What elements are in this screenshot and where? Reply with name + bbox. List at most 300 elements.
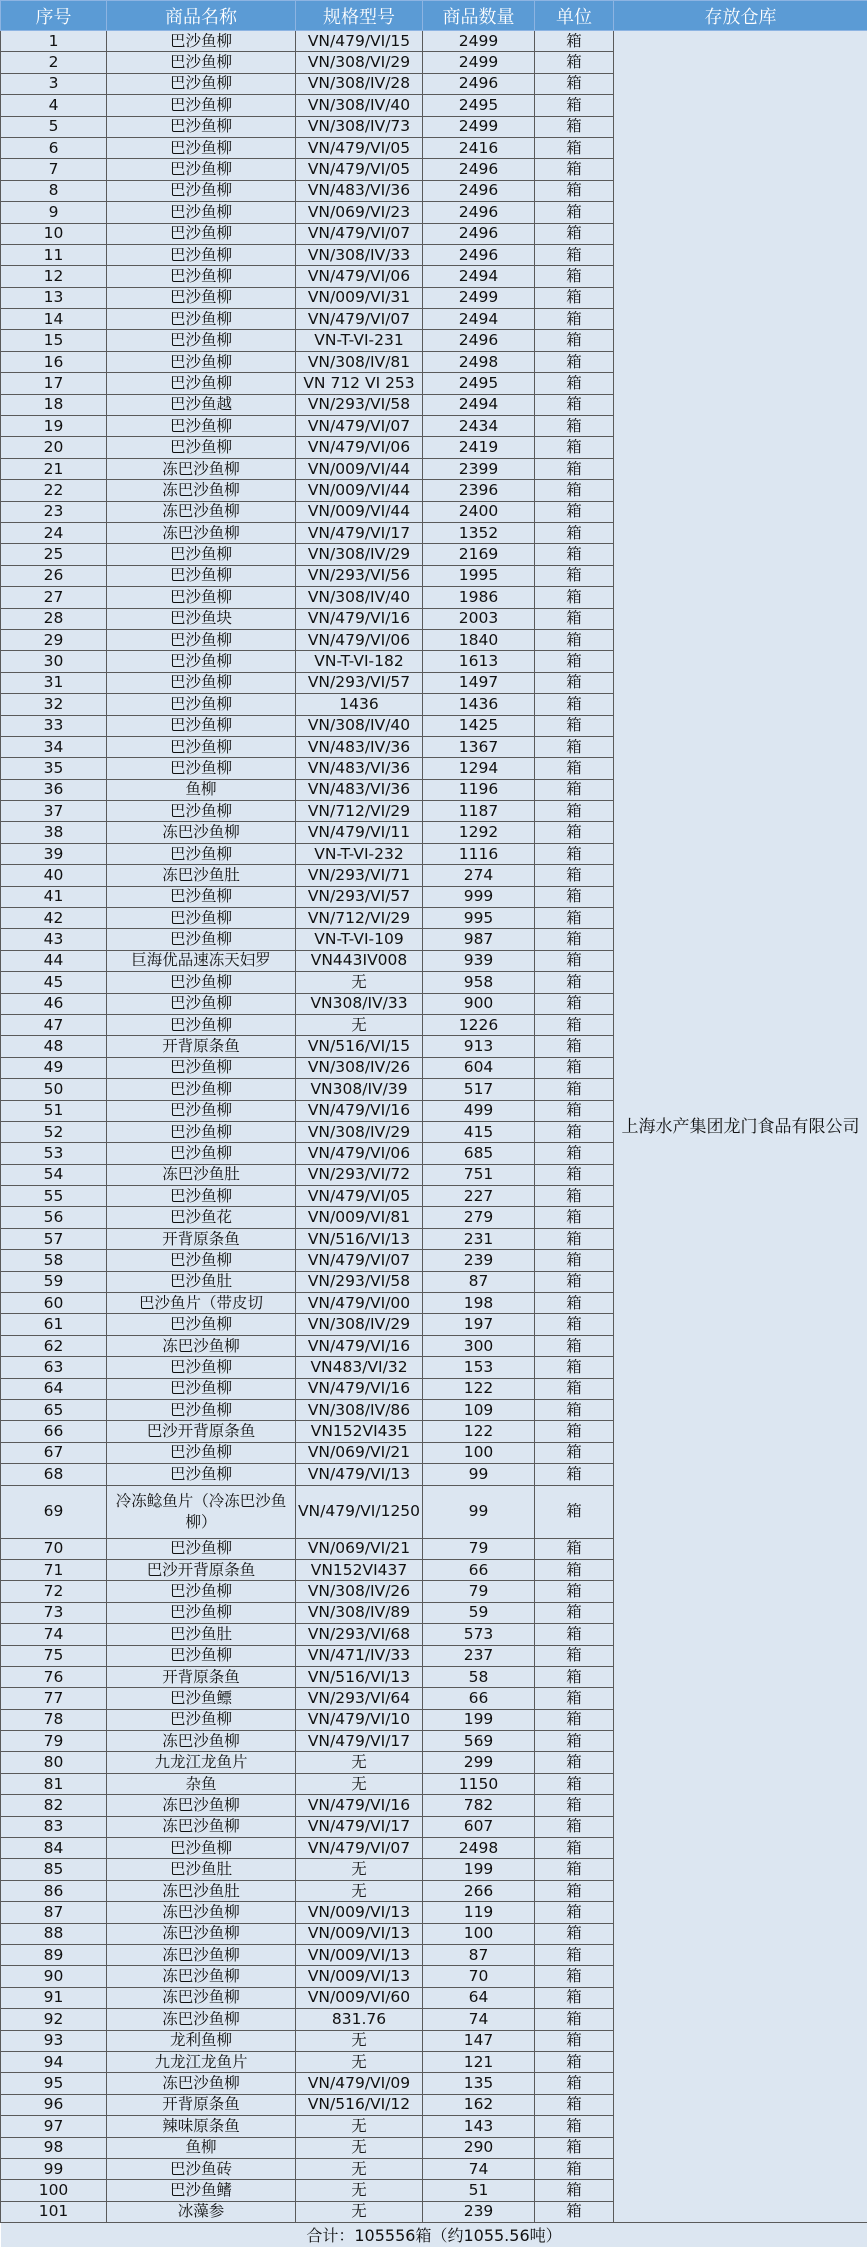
cell-unit[interactable]: 箱 xyxy=(535,1773,614,1794)
cell-row-index[interactable]: 23 xyxy=(1,501,107,522)
cell-row-index[interactable]: 15 xyxy=(1,330,107,351)
cell-spec-model[interactable]: 无 xyxy=(296,2180,423,2201)
cell-product-name[interactable]: 巴沙鱼柳 xyxy=(107,908,296,929)
cell-quantity[interactable]: 939 xyxy=(423,950,535,971)
cell-unit[interactable]: 箱 xyxy=(535,1709,614,1730)
cell-product-name[interactable]: 巴沙鱼鳔 xyxy=(107,1688,296,1709)
cell-unit[interactable]: 箱 xyxy=(535,672,614,693)
cell-row-index[interactable]: 91 xyxy=(1,1987,107,2008)
cell-product-name[interactable]: 巴沙鱼砖 xyxy=(107,2158,296,2179)
cell-spec-model[interactable]: VN/483/VI/36 xyxy=(296,758,423,779)
cell-spec-model[interactable]: VN/308/IV/40 xyxy=(296,587,423,608)
cell-product-name[interactable]: 巴沙鱼柳 xyxy=(107,1709,296,1730)
cell-row-index[interactable]: 56 xyxy=(1,1207,107,1228)
cell-row-index[interactable]: 58 xyxy=(1,1250,107,1271)
cell-row-index[interactable]: 36 xyxy=(1,779,107,800)
cell-spec-model[interactable]: VN/479/VI/15 xyxy=(296,31,423,52)
cell-row-index[interactable]: 79 xyxy=(1,1731,107,1752)
cell-quantity[interactable]: 2498 xyxy=(423,351,535,372)
cell-unit[interactable]: 箱 xyxy=(535,1014,614,1035)
cell-row-index[interactable]: 98 xyxy=(1,2137,107,2158)
cell-row-index[interactable]: 77 xyxy=(1,1688,107,1709)
cell-unit[interactable]: 箱 xyxy=(535,1421,614,1442)
cell-product-name[interactable]: 巴沙鱼柳 xyxy=(107,287,296,308)
cell-row-index[interactable]: 87 xyxy=(1,1902,107,1923)
cell-quantity[interactable]: 122 xyxy=(423,1378,535,1399)
cell-product-name[interactable]: 冻巴沙鱼柳 xyxy=(107,458,296,479)
cell-row-index[interactable]: 8 xyxy=(1,180,107,201)
cell-row-index[interactable]: 92 xyxy=(1,2009,107,2030)
cell-unit[interactable]: 箱 xyxy=(535,1966,614,1987)
cell-quantity[interactable]: 199 xyxy=(423,1859,535,1880)
cell-quantity[interactable]: 987 xyxy=(423,929,535,950)
cell-row-index[interactable]: 55 xyxy=(1,1186,107,1207)
cell-unit[interactable]: 箱 xyxy=(535,843,614,864)
cell-quantity[interactable]: 2400 xyxy=(423,501,535,522)
cell-quantity[interactable]: 99 xyxy=(423,1464,535,1485)
cell-row-index[interactable]: 95 xyxy=(1,2073,107,2094)
cell-product-name[interactable]: 巴沙鱼柳 xyxy=(107,116,296,137)
cell-product-name[interactable]: 巴沙鱼柳 xyxy=(107,309,296,330)
header-index[interactable]: 序号 xyxy=(1,1,107,31)
cell-unit[interactable]: 箱 xyxy=(535,2201,614,2222)
cell-unit[interactable]: 箱 xyxy=(535,2116,614,2137)
cell-row-index[interactable]: 75 xyxy=(1,1645,107,1666)
cell-row-index[interactable]: 13 xyxy=(1,287,107,308)
cell-spec-model[interactable]: VN/479/VI/16 xyxy=(296,1335,423,1356)
cell-spec-model[interactable]: VN/069/VI/21 xyxy=(296,1442,423,1463)
cell-product-name[interactable]: 巴沙鱼越 xyxy=(107,394,296,415)
cell-quantity[interactable]: 198 xyxy=(423,1293,535,1314)
cell-product-name[interactable]: 巴沙鱼柳 xyxy=(107,1538,296,1559)
cell-quantity[interactable]: 2495 xyxy=(423,95,535,116)
cell-quantity[interactable]: 2496 xyxy=(423,202,535,223)
cell-quantity[interactable]: 2416 xyxy=(423,137,535,158)
cell-quantity[interactable]: 199 xyxy=(423,1709,535,1730)
cell-spec-model[interactable]: VN/479/VI/05 xyxy=(296,137,423,158)
cell-unit[interactable]: 箱 xyxy=(535,1228,614,1249)
cell-row-index[interactable]: 16 xyxy=(1,351,107,372)
cell-product-name[interactable]: 巴沙鱼柳 xyxy=(107,1378,296,1399)
cell-spec-model[interactable]: VN/479/VI/17 xyxy=(296,522,423,543)
cell-product-name[interactable]: 巴沙鱼柳 xyxy=(107,1581,296,1602)
cell-unit[interactable]: 箱 xyxy=(535,608,614,629)
cell-row-index[interactable]: 74 xyxy=(1,1624,107,1645)
cell-unit[interactable]: 箱 xyxy=(535,1752,614,1773)
cell-spec-model[interactable]: VN/308/IV/26 xyxy=(296,1581,423,1602)
cell-unit[interactable]: 箱 xyxy=(535,886,614,907)
cell-product-name[interactable]: 冻巴沙鱼柳 xyxy=(107,2073,296,2094)
cell-spec-model[interactable]: VN/293/VI/58 xyxy=(296,394,423,415)
cell-product-name[interactable]: 巴沙鱼柳 xyxy=(107,1357,296,1378)
cell-product-name[interactable]: 冻巴沙鱼肚 xyxy=(107,1164,296,1185)
cell-product-name[interactable]: 九龙江龙鱼片 xyxy=(107,2051,296,2072)
cell-row-index[interactable]: 100 xyxy=(1,2180,107,2201)
cell-quantity[interactable]: 517 xyxy=(423,1079,535,1100)
cell-row-index[interactable]: 45 xyxy=(1,972,107,993)
cell-product-name[interactable]: 冻巴沙鱼柳 xyxy=(107,480,296,501)
cell-unit[interactable]: 箱 xyxy=(535,587,614,608)
cell-row-index[interactable]: 76 xyxy=(1,1666,107,1687)
cell-unit[interactable]: 箱 xyxy=(535,202,614,223)
cell-quantity[interactable]: 2494 xyxy=(423,309,535,330)
cell-product-name[interactable]: 巴沙鱼柳 xyxy=(107,73,296,94)
cell-row-index[interactable]: 70 xyxy=(1,1538,107,1559)
cell-row-index[interactable]: 67 xyxy=(1,1442,107,1463)
cell-spec-model[interactable]: VN/479/VI/11 xyxy=(296,822,423,843)
cell-spec-model[interactable]: VN/009/VI/44 xyxy=(296,480,423,501)
cell-spec-model[interactable]: VN/009/VI/31 xyxy=(296,287,423,308)
cell-product-name[interactable]: 巴沙鱼柳 xyxy=(107,1314,296,1335)
cell-product-name[interactable]: 巴沙鱼柳 xyxy=(107,1186,296,1207)
cell-spec-model[interactable]: VN/308/IV/89 xyxy=(296,1602,423,1623)
cell-product-name[interactable]: 开背原条鱼 xyxy=(107,1228,296,1249)
cell-quantity[interactable]: 1436 xyxy=(423,694,535,715)
cell-unit[interactable]: 箱 xyxy=(535,1186,614,1207)
cell-unit[interactable]: 箱 xyxy=(535,1624,614,1645)
cell-quantity[interactable]: 109 xyxy=(423,1400,535,1421)
cell-unit[interactable]: 箱 xyxy=(535,1207,614,1228)
cell-row-index[interactable]: 10 xyxy=(1,223,107,244)
cell-unit[interactable]: 箱 xyxy=(535,330,614,351)
cell-row-index[interactable]: 81 xyxy=(1,1773,107,1794)
cell-row-index[interactable]: 82 xyxy=(1,1795,107,1816)
cell-row-index[interactable]: 49 xyxy=(1,1057,107,1078)
cell-unit[interactable]: 箱 xyxy=(535,1923,614,1944)
cell-row-index[interactable]: 85 xyxy=(1,1859,107,1880)
cell-quantity[interactable]: 958 xyxy=(423,972,535,993)
cell-unit[interactable]: 箱 xyxy=(535,223,614,244)
cell-product-name[interactable]: 巴沙鱼柳 xyxy=(107,843,296,864)
cell-product-name[interactable]: 巴沙鱼柳 xyxy=(107,544,296,565)
cell-row-index[interactable]: 18 xyxy=(1,394,107,415)
cell-unit[interactable]: 箱 xyxy=(535,822,614,843)
cell-spec-model[interactable]: 无 xyxy=(296,2051,423,2072)
cell-row-index[interactable]: 63 xyxy=(1,1357,107,1378)
cell-product-name[interactable]: 巴沙鱼鳍 xyxy=(107,2180,296,2201)
cell-row-index[interactable]: 59 xyxy=(1,1271,107,1292)
header-quantity[interactable]: 商品数量 xyxy=(423,1,535,31)
cell-unit[interactable]: 箱 xyxy=(535,779,614,800)
cell-unit[interactable]: 箱 xyxy=(535,1121,614,1142)
cell-quantity[interactable]: 279 xyxy=(423,1207,535,1228)
cell-product-name[interactable]: 巴沙鱼柳 xyxy=(107,351,296,372)
cell-product-name[interactable]: 冻巴沙鱼柳 xyxy=(107,1902,296,1923)
cell-row-index[interactable]: 80 xyxy=(1,1752,107,1773)
cell-product-name[interactable]: 巴沙鱼柳 xyxy=(107,373,296,394)
cell-spec-model[interactable]: VN/308/IV/33 xyxy=(296,244,423,265)
cell-unit[interactable]: 箱 xyxy=(535,908,614,929)
cell-product-name[interactable]: 冻巴沙鱼肚 xyxy=(107,865,296,886)
cell-unit[interactable]: 箱 xyxy=(535,287,614,308)
cell-quantity[interactable]: 66 xyxy=(423,1559,535,1580)
cell-quantity[interactable]: 573 xyxy=(423,1624,535,1645)
cell-spec-model[interactable]: VN/293/VI/72 xyxy=(296,1164,423,1185)
cell-quantity[interactable]: 499 xyxy=(423,1100,535,1121)
cell-product-name[interactable]: 巴沙鱼柳 xyxy=(107,266,296,287)
cell-quantity[interactable]: 119 xyxy=(423,1902,535,1923)
cell-product-name[interactable]: 巴沙鱼柳 xyxy=(107,223,296,244)
cell-unit[interactable]: 箱 xyxy=(535,137,614,158)
cell-product-name[interactable]: 巴沙鱼柳 xyxy=(107,180,296,201)
cell-spec-model[interactable]: VN/293/VI/56 xyxy=(296,565,423,586)
cell-unit[interactable]: 箱 xyxy=(535,1795,614,1816)
header-warehouse[interactable]: 存放仓库 xyxy=(614,1,867,31)
cell-unit[interactable]: 箱 xyxy=(535,629,614,650)
cell-quantity[interactable]: 70 xyxy=(423,1966,535,1987)
cell-unit[interactable]: 箱 xyxy=(535,116,614,137)
cell-product-name[interactable]: 冻巴沙鱼柳 xyxy=(107,501,296,522)
cell-row-index[interactable]: 65 xyxy=(1,1400,107,1421)
cell-spec-model[interactable]: VN/479/VI/16 xyxy=(296,1100,423,1121)
cell-unit[interactable]: 箱 xyxy=(535,972,614,993)
cell-product-name[interactable]: 巴沙鱼柳 xyxy=(107,416,296,437)
cell-quantity[interactable]: 900 xyxy=(423,993,535,1014)
cell-spec-model[interactable]: 无 xyxy=(296,1880,423,1901)
cell-spec-model[interactable]: 无 xyxy=(296,2201,423,2222)
cell-row-index[interactable]: 51 xyxy=(1,1100,107,1121)
cell-product-name[interactable]: 冻巴沙鱼肚 xyxy=(107,1880,296,1901)
cell-spec-model[interactable]: VN/308/IV/86 xyxy=(296,1400,423,1421)
cell-unit[interactable]: 箱 xyxy=(535,1880,614,1901)
cell-unit[interactable]: 箱 xyxy=(535,801,614,822)
cell-product-name[interactable]: 巴沙鱼柳 xyxy=(107,437,296,458)
cell-unit[interactable]: 箱 xyxy=(535,993,614,1014)
cell-product-name[interactable]: 巴沙鱼柳 xyxy=(107,672,296,693)
cell-unit[interactable]: 箱 xyxy=(535,1645,614,1666)
cell-row-index[interactable]: 57 xyxy=(1,1228,107,1249)
cell-product-name[interactable]: 开背原条鱼 xyxy=(107,2094,296,2115)
cell-unit[interactable]: 箱 xyxy=(535,1143,614,1164)
cell-product-name[interactable]: 冻巴沙鱼柳 xyxy=(107,522,296,543)
cell-quantity[interactable]: 59 xyxy=(423,1602,535,1623)
cell-row-index[interactable]: 33 xyxy=(1,715,107,736)
cell-row-index[interactable]: 14 xyxy=(1,309,107,330)
cell-row-index[interactable]: 89 xyxy=(1,1944,107,1965)
cell-row-index[interactable]: 32 xyxy=(1,694,107,715)
cell-row-index[interactable]: 47 xyxy=(1,1014,107,1035)
cell-spec-model[interactable]: 无 xyxy=(296,1859,423,1880)
cell-spec-model[interactable]: 无 xyxy=(296,2116,423,2137)
cell-quantity[interactable]: 147 xyxy=(423,2030,535,2051)
cell-spec-model[interactable]: VN/479/VI/06 xyxy=(296,266,423,287)
cell-spec-model[interactable]: VN/483/VI/36 xyxy=(296,180,423,201)
cell-row-index[interactable]: 62 xyxy=(1,1335,107,1356)
cell-unit[interactable]: 箱 xyxy=(535,694,614,715)
cell-quantity[interactable]: 274 xyxy=(423,865,535,886)
cell-quantity[interactable]: 1226 xyxy=(423,1014,535,1035)
cell-quantity[interactable]: 2396 xyxy=(423,480,535,501)
cell-unit[interactable]: 箱 xyxy=(535,1314,614,1335)
cell-product-name[interactable]: 巴沙鱼块 xyxy=(107,608,296,629)
cell-product-name[interactable]: 巴沙鱼柳 xyxy=(107,587,296,608)
cell-product-name[interactable]: 鱼柳 xyxy=(107,2137,296,2158)
cell-spec-model[interactable]: VN/479/VI/07 xyxy=(296,1838,423,1859)
cell-row-index[interactable]: 30 xyxy=(1,651,107,672)
cell-product-name[interactable]: 巴沙鱼柳 xyxy=(107,1057,296,1078)
cell-spec-model[interactable]: VN/293/VI/57 xyxy=(296,886,423,907)
cell-unit[interactable]: 箱 xyxy=(535,1400,614,1421)
cell-product-name[interactable]: 巴沙鱼柳 xyxy=(107,159,296,180)
cell-quantity[interactable]: 415 xyxy=(423,1121,535,1142)
cell-spec-model[interactable]: VN/479/VI/07 xyxy=(296,223,423,244)
cell-spec-model[interactable]: VN/308/IV/29 xyxy=(296,1121,423,1142)
cell-quantity[interactable]: 782 xyxy=(423,1795,535,1816)
cell-spec-model[interactable]: VN/069/VI/21 xyxy=(296,1538,423,1559)
cell-product-name[interactable]: 巴沙开背原条鱼 xyxy=(107,1559,296,1580)
cell-product-name[interactable]: 巴沙鱼柳 xyxy=(107,1100,296,1121)
cell-product-name[interactable]: 巴沙鱼柳 xyxy=(107,1645,296,1666)
cell-row-index[interactable]: 53 xyxy=(1,1143,107,1164)
cell-product-name[interactable]: 巴沙鱼柳 xyxy=(107,801,296,822)
cell-unit[interactable]: 箱 xyxy=(535,2180,614,2201)
cell-row-index[interactable]: 60 xyxy=(1,1293,107,1314)
cell-quantity[interactable]: 2419 xyxy=(423,437,535,458)
cell-quantity[interactable]: 87 xyxy=(423,1271,535,1292)
cell-unit[interactable]: 箱 xyxy=(535,565,614,586)
cell-spec-model[interactable]: VN308/IV/33 xyxy=(296,993,423,1014)
cell-row-index[interactable]: 25 xyxy=(1,544,107,565)
cell-row-index[interactable]: 73 xyxy=(1,1602,107,1623)
cell-row-index[interactable]: 20 xyxy=(1,437,107,458)
cell-spec-model[interactable]: VN/009/VI/13 xyxy=(296,1944,423,1965)
cell-row-index[interactable]: 24 xyxy=(1,522,107,543)
cell-spec-model[interactable]: VN/308/IV/40 xyxy=(296,95,423,116)
header-product-name[interactable]: 商品名称 xyxy=(107,1,296,31)
cell-quantity[interactable]: 2496 xyxy=(423,244,535,265)
cell-unit[interactable]: 箱 xyxy=(535,501,614,522)
cell-row-index[interactable]: 4 xyxy=(1,95,107,116)
cell-quantity[interactable]: 2499 xyxy=(423,116,535,137)
cell-product-name[interactable]: 巨海优品速冻天妇罗 xyxy=(107,950,296,971)
cell-spec-model[interactable]: 无 xyxy=(296,972,423,993)
cell-spec-model[interactable]: VN-T-VI-232 xyxy=(296,843,423,864)
cell-product-name[interactable]: 冻巴沙鱼柳 xyxy=(107,1795,296,1816)
cell-spec-model[interactable]: VN/483/VI/36 xyxy=(296,779,423,800)
cell-unit[interactable]: 箱 xyxy=(535,373,614,394)
cell-row-index[interactable]: 94 xyxy=(1,2051,107,2072)
cell-spec-model[interactable]: VN/308/IV/29 xyxy=(296,1314,423,1335)
cell-spec-model[interactable]: VN/479/VI/05 xyxy=(296,1186,423,1207)
cell-spec-model[interactable]: VN/479/VI/16 xyxy=(296,608,423,629)
cell-quantity[interactable]: 751 xyxy=(423,1164,535,1185)
cell-product-name[interactable]: 巴沙鱼柳 xyxy=(107,629,296,650)
cell-quantity[interactable]: 87 xyxy=(423,1944,535,1965)
cell-spec-model[interactable]: VN/712/VI/29 xyxy=(296,801,423,822)
cell-row-index[interactable]: 1 xyxy=(1,31,107,52)
cell-quantity[interactable]: 2499 xyxy=(423,31,535,52)
cell-unit[interactable]: 箱 xyxy=(535,1057,614,1078)
cell-spec-model[interactable]: 无 xyxy=(296,1773,423,1794)
cell-spec-model[interactable]: 无 xyxy=(296,1014,423,1035)
cell-product-name[interactable]: 冻巴沙鱼柳 xyxy=(107,1731,296,1752)
cell-spec-model[interactable]: VN/516/VI/13 xyxy=(296,1666,423,1687)
cell-product-name[interactable]: 冻巴沙鱼柳 xyxy=(107,1923,296,1944)
cell-row-index[interactable]: 84 xyxy=(1,1838,107,1859)
cell-product-name[interactable]: 巴沙鱼柳 xyxy=(107,651,296,672)
cell-spec-model[interactable]: VN/308/IV/40 xyxy=(296,715,423,736)
cell-quantity[interactable]: 290 xyxy=(423,2137,535,2158)
cell-unit[interactable]: 箱 xyxy=(535,950,614,971)
cell-spec-model[interactable]: VN/479/VI/06 xyxy=(296,629,423,650)
cell-unit[interactable]: 箱 xyxy=(535,758,614,779)
cell-product-name[interactable]: 巴沙鱼柳 xyxy=(107,52,296,73)
cell-quantity[interactable]: 1292 xyxy=(423,822,535,843)
cell-row-index[interactable]: 97 xyxy=(1,2116,107,2137)
cell-product-name[interactable]: 巴沙鱼肚 xyxy=(107,1624,296,1645)
cell-quantity[interactable]: 2495 xyxy=(423,373,535,394)
header-spec-model[interactable]: 规格型号 xyxy=(296,1,423,31)
cell-unit[interactable]: 箱 xyxy=(535,1271,614,1292)
cell-unit[interactable]: 箱 xyxy=(535,715,614,736)
cell-unit[interactable]: 箱 xyxy=(535,1559,614,1580)
cell-spec-model[interactable]: VN/308/IV/29 xyxy=(296,544,423,565)
cell-row-index[interactable]: 3 xyxy=(1,73,107,94)
cell-row-index[interactable]: 11 xyxy=(1,244,107,265)
cell-unit[interactable]: 箱 xyxy=(535,865,614,886)
cell-row-index[interactable]: 19 xyxy=(1,416,107,437)
cell-spec-model[interactable]: VN/293/VI/64 xyxy=(296,1688,423,1709)
cell-spec-model[interactable]: VN/009/VI/44 xyxy=(296,458,423,479)
cell-unit[interactable]: 箱 xyxy=(535,480,614,501)
cell-unit[interactable]: 箱 xyxy=(535,1902,614,1923)
cell-quantity[interactable]: 2494 xyxy=(423,394,535,415)
cell-unit[interactable]: 箱 xyxy=(535,2137,614,2158)
cell-spec-model[interactable]: VN/479/VI/17 xyxy=(296,1816,423,1837)
cell-spec-model[interactable]: VN/293/VI/68 xyxy=(296,1624,423,1645)
cell-unit[interactable]: 箱 xyxy=(535,1581,614,1602)
cell-unit[interactable]: 箱 xyxy=(535,736,614,757)
cell-row-index[interactable]: 72 xyxy=(1,1581,107,1602)
cell-row-index[interactable]: 66 xyxy=(1,1421,107,1442)
cell-product-name[interactable]: 巴沙鱼柳 xyxy=(107,929,296,950)
cell-unit[interactable]: 箱 xyxy=(535,266,614,287)
cell-spec-model[interactable]: VN/516/VI/13 xyxy=(296,1228,423,1249)
cell-spec-model[interactable]: VN/479/VI/00 xyxy=(296,1293,423,1314)
cell-quantity[interactable]: 2496 xyxy=(423,159,535,180)
cell-quantity[interactable]: 2496 xyxy=(423,73,535,94)
cell-unit[interactable]: 箱 xyxy=(535,1442,614,1463)
cell-quantity[interactable]: 995 xyxy=(423,908,535,929)
cell-quantity[interactable]: 100 xyxy=(423,1442,535,1463)
header-unit[interactable]: 单位 xyxy=(535,1,614,31)
cell-spec-model[interactable]: VN/009/VI/60 xyxy=(296,1987,423,2008)
total-cell[interactable]: 合计：105556箱（约1055.56吨） xyxy=(1,2223,867,2247)
cell-product-name[interactable]: 鱼柳 xyxy=(107,779,296,800)
cell-row-index[interactable]: 46 xyxy=(1,993,107,1014)
cell-unit[interactable]: 箱 xyxy=(535,1666,614,1687)
cell-spec-model[interactable]: VN-T-VI-182 xyxy=(296,651,423,672)
cell-spec-model[interactable]: VN/308/VI/29 xyxy=(296,52,423,73)
cell-spec-model[interactable]: VN/009/VI/81 xyxy=(296,1207,423,1228)
cell-row-index[interactable]: 101 xyxy=(1,2201,107,2222)
cell-spec-model[interactable]: VN/009/VI/13 xyxy=(296,1902,423,1923)
cell-row-index[interactable]: 38 xyxy=(1,822,107,843)
cell-row-index[interactable]: 40 xyxy=(1,865,107,886)
cell-row-index[interactable]: 17 xyxy=(1,373,107,394)
cell-product-name[interactable]: 开背原条鱼 xyxy=(107,1666,296,1687)
cell-unit[interactable]: 箱 xyxy=(535,1944,614,1965)
cell-unit[interactable]: 箱 xyxy=(535,1816,614,1837)
cell-warehouse[interactable]: 上海水产集团龙门食品有限公司 xyxy=(614,31,867,2223)
cell-spec-model[interactable]: VN/009/VI/13 xyxy=(296,1923,423,1944)
cell-row-index[interactable]: 61 xyxy=(1,1314,107,1335)
cell-spec-model[interactable]: VN/479/VI/1250 xyxy=(296,1485,423,1538)
cell-row-index[interactable]: 2 xyxy=(1,52,107,73)
cell-row-index[interactable]: 54 xyxy=(1,1164,107,1185)
cell-product-name[interactable]: 巴沙鱼柳 xyxy=(107,1143,296,1164)
cell-product-name[interactable]: 巴沙开背原条鱼 xyxy=(107,1421,296,1442)
